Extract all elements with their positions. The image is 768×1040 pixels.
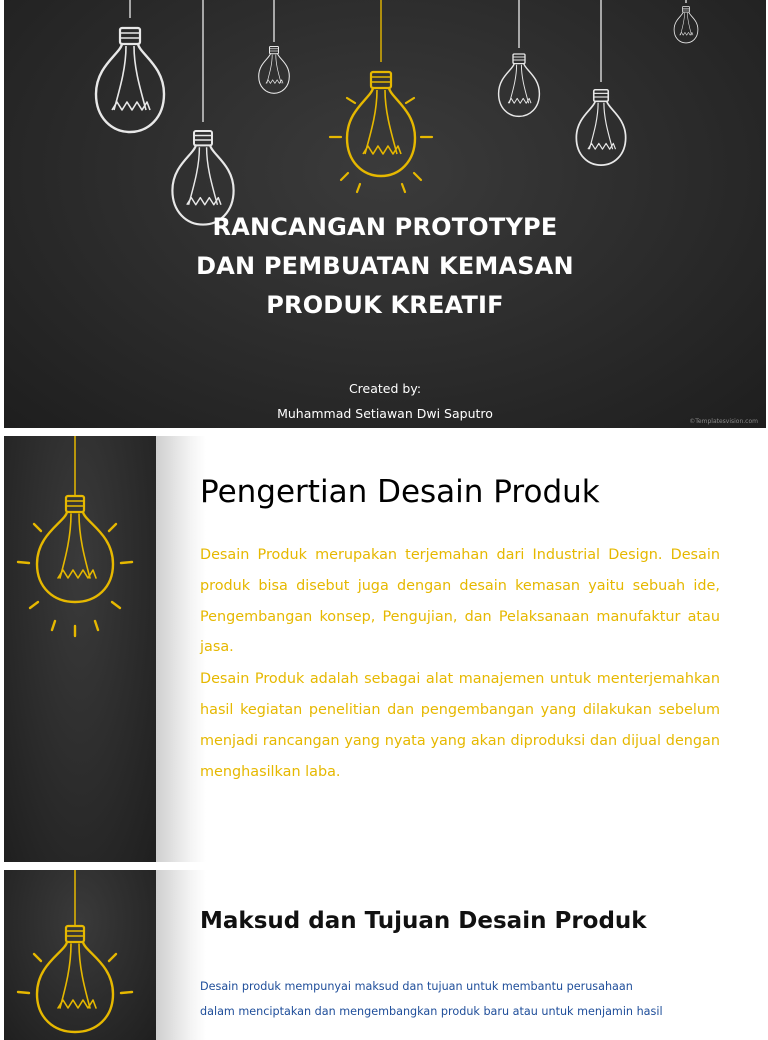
lightbulb-icon <box>96 28 164 132</box>
title-line-2: DAN PEMBUATAN KEMASAN <box>196 252 574 280</box>
slide-heading: Maksud dan Tujuan Desain Produk <box>200 908 647 934</box>
lightbulb-icon <box>576 90 625 165</box>
bulb-cords <box>130 0 686 122</box>
text-line: Desain produk mempunyai maksud dan tujuan untuk membantu perusahaan <box>200 980 633 993</box>
created-by-label: Created by: <box>348 381 422 396</box>
lightbulb-glow-icon <box>4 436 156 862</box>
lightbulb-glow-icon <box>330 72 432 192</box>
definition-slide <box>4 436 766 862</box>
chalkboard-side-panel <box>4 870 156 1040</box>
title-line-1: RANCANGAN PROTOTYPE <box>212 213 558 241</box>
author-name: Muhammad Setiawan Dwi Saputro <box>277 406 493 421</box>
title-slide <box>4 0 766 428</box>
chalkboard-side-panel <box>4 436 156 862</box>
purpose-slide <box>4 870 766 1040</box>
text-line: dalam menciptakan dan mengembangkan produk baru atau untuk menjamin hasil <box>200 1005 663 1018</box>
presentation-title <box>4 208 766 325</box>
lightbulb-glow-icon <box>4 870 156 1040</box>
lightbulb-icon <box>674 7 698 43</box>
paragraph: Desain Produk merupakan terjemahan dari Industrial Design. Desain produk bisa disebut juga dengan desain kemasan yaitu sebuah ide, Pengembangan konsep, Pengujian, dan Pelaksanaan manufaktur atau jasa. <box>200 547 720 656</box>
author-credit <box>4 376 766 426</box>
lightbulb-icon <box>259 47 290 94</box>
paragraph: Desain Produk adalah sebagai alat manajemen untuk menterjemahkan hasil kegiatan penelitian dan pengembangan yang dilakukan sebelum menjadi rancangan yang nyata yang akan diproduksi dan dijual dengan menghasilkan laba. <box>200 671 720 780</box>
purpose-text <box>200 974 720 1024</box>
panel-shadow <box>156 436 206 862</box>
title-line-3: PRODUK KREATIF <box>266 291 504 319</box>
slide-heading: Pengertian Desain Produk <box>200 474 600 510</box>
definition-text <box>200 540 720 788</box>
panel-shadow <box>156 870 206 1040</box>
lightbulb-icon <box>499 54 540 116</box>
template-watermark: ©Templatesvision.com <box>689 418 758 425</box>
